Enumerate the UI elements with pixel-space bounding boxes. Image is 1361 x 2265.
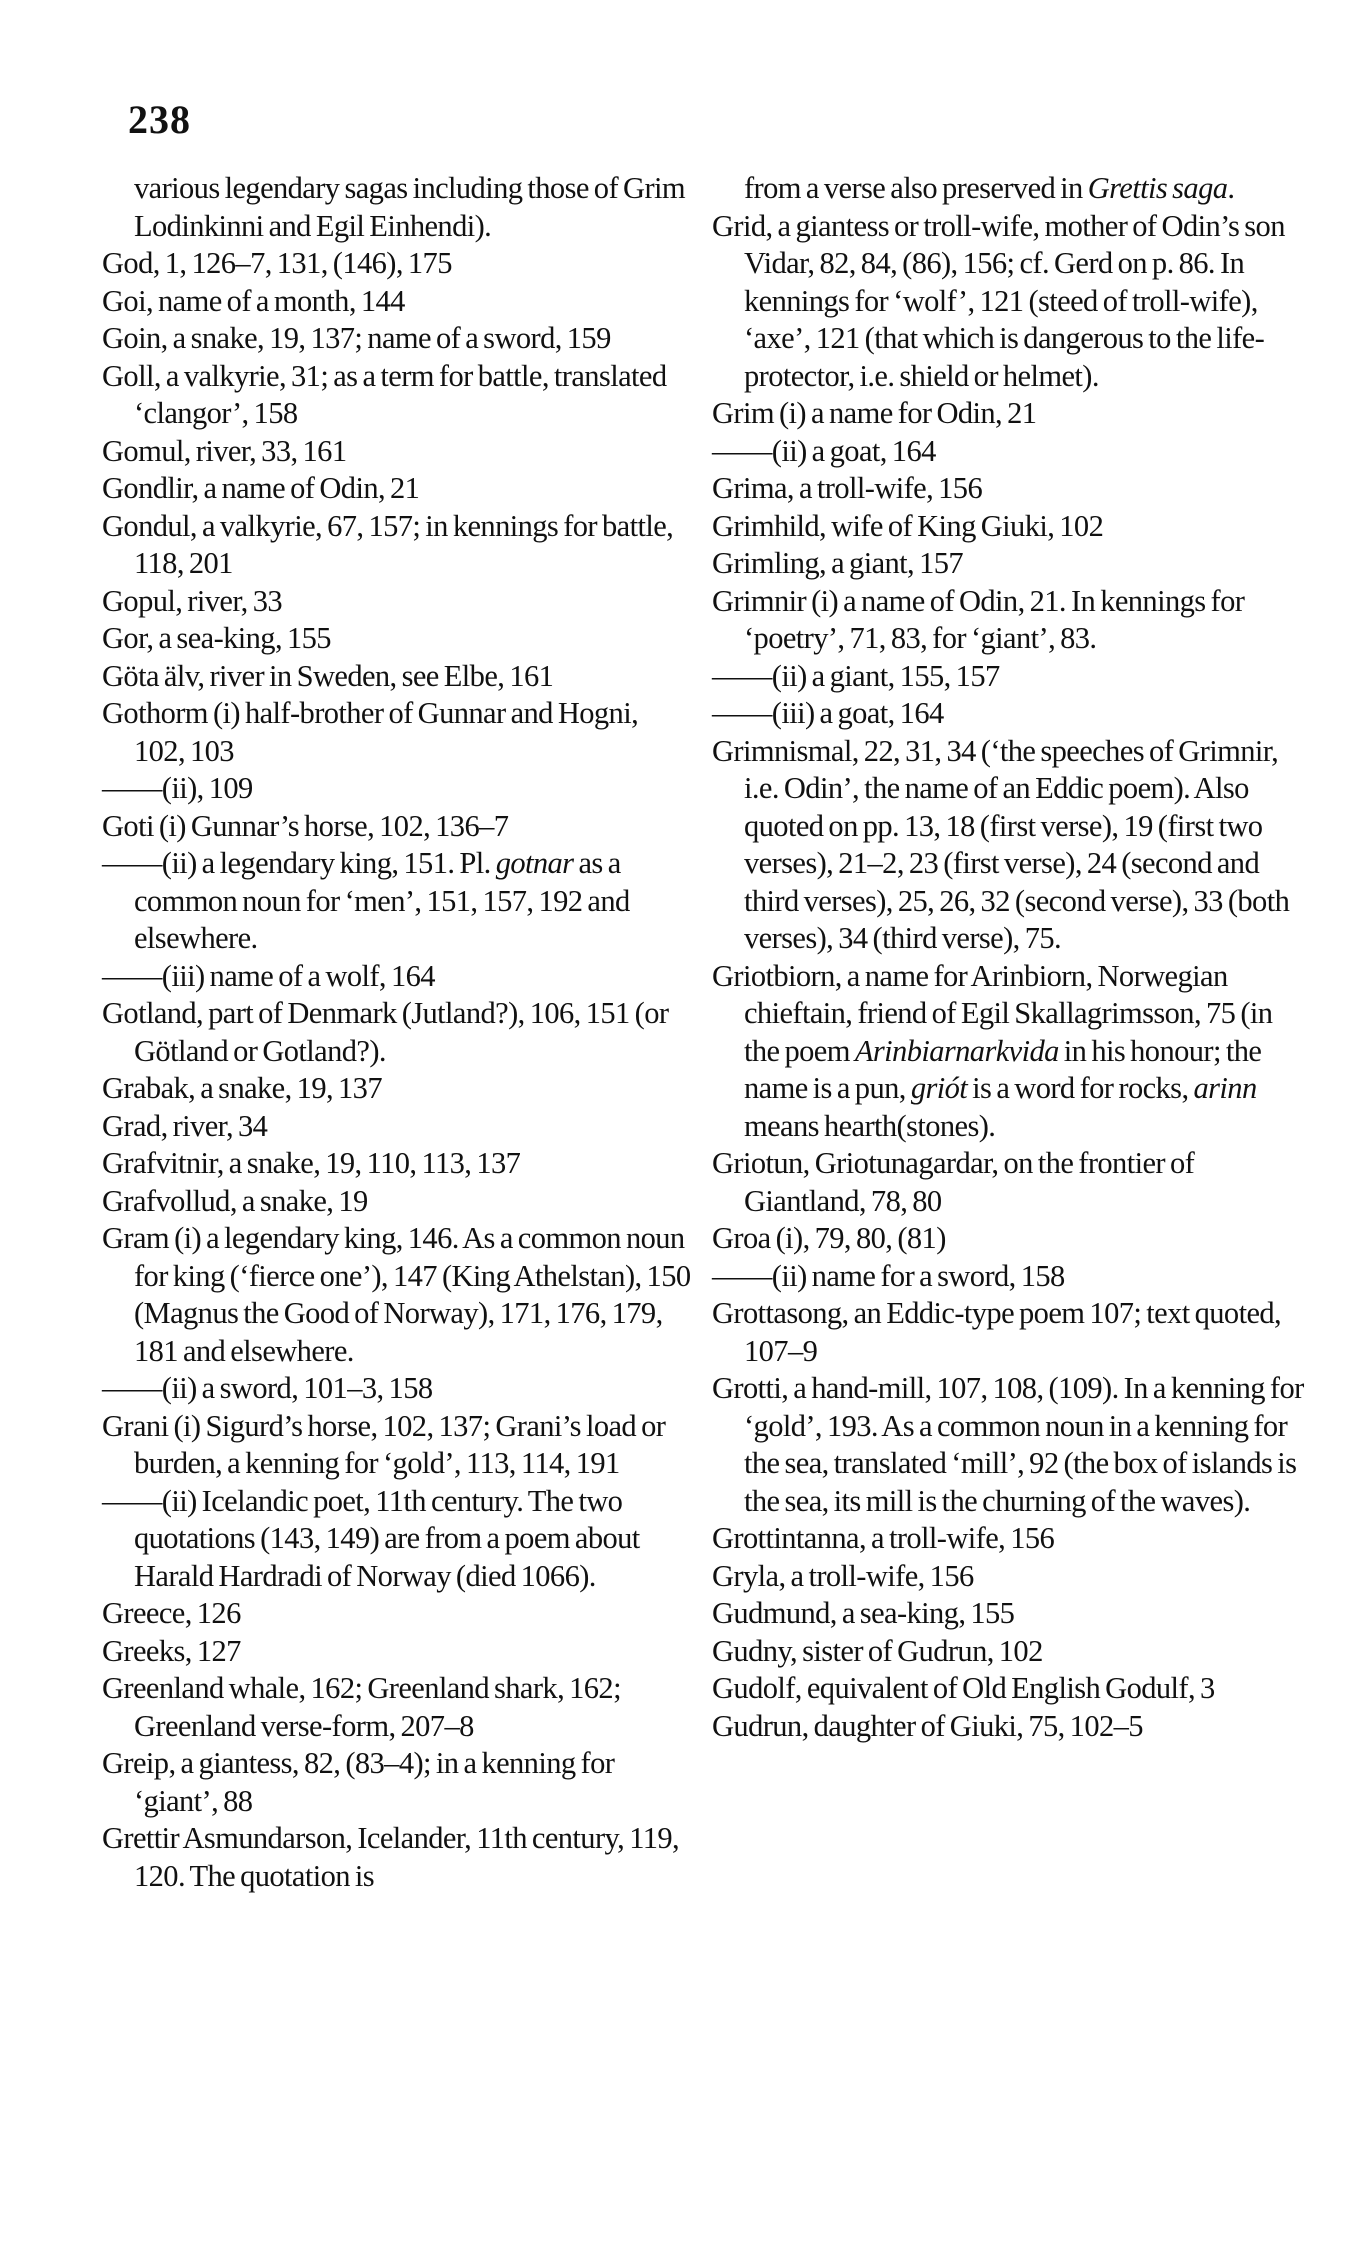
index-entry: Grid, a giantess or troll-wife, mother of Odin’s son Vidar, 82, 84, (86), 156; cf. Gerd on p. 86. In kennings for ‘wolf’, 121 (steed of troll-wife), ‘axe’, 121 (that which is dangerous to the life-protector, i.e. shield or helmet). [712, 208, 1285, 393]
italic-term: Grettis saga [1087, 171, 1228, 205]
index-entry: Goti (i) Gunnar’s horse, 102, 136–7 [102, 808, 509, 843]
index-entry: Grottasong, an Eddic-type poem 107; text quoted, 107–9 [712, 1296, 1282, 1368]
index-entry: Gopul, river, 33 [102, 583, 283, 618]
index-entry: Griotun, Griotunagardar, on the frontier of Giantland, 78, 80 [712, 1146, 1195, 1218]
index-entry: God, 1, 126–7, 131, (146), 175 [102, 246, 452, 280]
index-entry: from a verse also preserved in Grettis saga. [744, 171, 1235, 205]
index-entry: Gondlir, a name of Odin, 21 [102, 471, 420, 505]
italic-term: Arinbiarnarkvida [854, 1033, 1059, 1068]
index-entry: various legendary sagas including those of Grim Lodinkinni and Egil Einhendi). [134, 171, 686, 243]
italic-term: griót [910, 1071, 968, 1105]
index-entry: Greip, a giantess, 82, (83–4); in a kenning for ‘giant’, 88 [102, 1746, 615, 1818]
index-entry: Grotti, a hand-mill, 107, 108, (109). In a kenning for ‘gold’, 193. As a common noun in a kenning for the sea, translated ‘mill’, 92 (the box of islands is the sea, its mill is the churning of the waves). [712, 1371, 1304, 1518]
index-entry: ——(ii) a sword, 101–3, 158 [102, 1371, 433, 1405]
index-entry: Gomul, river, 33, 161 [102, 433, 347, 468]
index-entry: Grabak, a snake, 19, 137 [102, 1071, 382, 1105]
index-entry: Grottintanna, a troll-wife, 156 [712, 1521, 1055, 1555]
italic-term: gotnar [495, 846, 574, 880]
index-entry: Grimnir (i) a name of Odin, 21. In kennings for ‘poetry’, 71, 83, for ‘giant’, 83. [712, 583, 1245, 655]
index-entry: Gudolf, equivalent of Old English Godulf, 3 [712, 1671, 1215, 1705]
italic-term: arinn [1193, 1071, 1257, 1105]
index-entry: Grimnismal, 22, 31, 34 (‘the speeches of Grimnir, i.e. Odin’, the name of an Eddic poem). Also quoted on pp. 13, 18 (first verse), 19 (first two verses), 21–2, 23 (first verse), 24 (second and third verses), 25, 26, 32 (second verse), 33 (both verses), 34 (third verse), 75. [712, 733, 1290, 955]
index-entry: Grettir Asmundarson, Icelander, 11th century, 119, 120. The quotation is [102, 1821, 680, 1893]
index-entry: ——(ii), 109 [102, 771, 253, 805]
index-entry: Goi, name of a month, 144 [102, 283, 405, 318]
index-entry: ——(ii) Icelandic poet, 11th century. The two quotations (143, 149) are from a poem about Harald Hardradi of Norway (died 1066). [102, 1483, 640, 1593]
index-entry: ——(ii) name for a sword, 158 [712, 1258, 1065, 1293]
index-entry: ——(iii) name of a wolf, 164 [102, 958, 435, 993]
index-entry: ——(ii) a legendary king, 151. Pl. gotnar as a common noun for ‘men’, 151, 157, 192 and elsewhere. [102, 846, 630, 955]
index-entry: Gram (i) a legendary king, 146. As a common noun for king (‘fierce one’), 147 (King Athelstan), 150 (Magnus the Good of Norway), 171, 176, 179, 181 and elsewhere. [102, 1221, 691, 1368]
index-column-left [102, 170, 692, 1895]
index-entry: Groa (i), 79, 80, (81) [712, 1221, 946, 1255]
index-entry: Greeks, 127 [102, 1633, 241, 1668]
index-entry: Grimling, a giant, 157 [712, 546, 964, 580]
index-entry: Gotland, part of Denmark (Jutland?), 106, 151 (or Götland or Gotland?). [102, 996, 669, 1068]
index-column-right [712, 170, 1312, 1745]
index-entry: Grafvitnir, a snake, 19, 110, 113, 137 [102, 1146, 521, 1180]
index-entry: Gothorm (i) half-brother of Gunnar and Hogni, 102, 103 [102, 696, 639, 768]
index-entry: Goin, a snake, 19, 137; name of a sword, 159 [102, 321, 611, 355]
index-entry: Gondul, a valkyrie, 67, 157; in kennings for battle, 118, 201 [102, 508, 674, 580]
index-entry: Greenland whale, 162; Greenland shark, 162; Greenland verse-form, 207–8 [102, 1671, 621, 1743]
index-entry: Gryla, a troll-wife, 156 [712, 1558, 974, 1593]
index-entry: ——(ii) a giant, 155, 157 [712, 658, 1000, 693]
index-entry: Grima, a troll-wife, 156 [712, 471, 983, 505]
index-entry: Göta älv, river in Sweden, see Elbe, 161 [102, 658, 554, 693]
index-entry: Griotbiorn, a name for Arinbiorn, Norwegian chieftain, friend of Egil Skallagrimsson, 75 (in the poem Arinbiarnarkvida in his honour; the name is a pun, griót is a word for rocks, arinn means hearth(stones). [712, 958, 1273, 1143]
page-number: 238 [128, 97, 191, 142]
index-entry: ——(iii) a goat, 164 [712, 696, 944, 730]
index-entry: Gor, a sea-king, 155 [102, 621, 331, 655]
index-entry: Grani (i) Sigurd’s horse, 102, 137; Grani’s load or burden, a kenning for ‘gold’, 113, 114, 191 [102, 1408, 666, 1480]
index-entry: Gudrun, daughter of Giuki, 75, 102–5 [712, 1708, 1143, 1743]
index-entry: Grad, river, 34 [102, 1108, 268, 1143]
index-entry: Goll, a valkyrie, 31; as a term for battle, translated ‘clangor’, 158 [102, 358, 667, 430]
index-entry: Greece, 126 [102, 1596, 241, 1630]
index-entry: Gudmund, a sea-king, 155 [712, 1596, 1015, 1630]
index-entry: ——(ii) a goat, 164 [712, 433, 936, 468]
index-entry: Grim (i) a name for Odin, 21 [712, 396, 1037, 430]
index-entry: Grimhild, wife of King Giuki, 102 [712, 508, 1104, 543]
index-entry: Grafvollud, a snake, 19 [102, 1183, 368, 1218]
index-entry: Gudny, sister of Gudrun, 102 [712, 1633, 1043, 1668]
